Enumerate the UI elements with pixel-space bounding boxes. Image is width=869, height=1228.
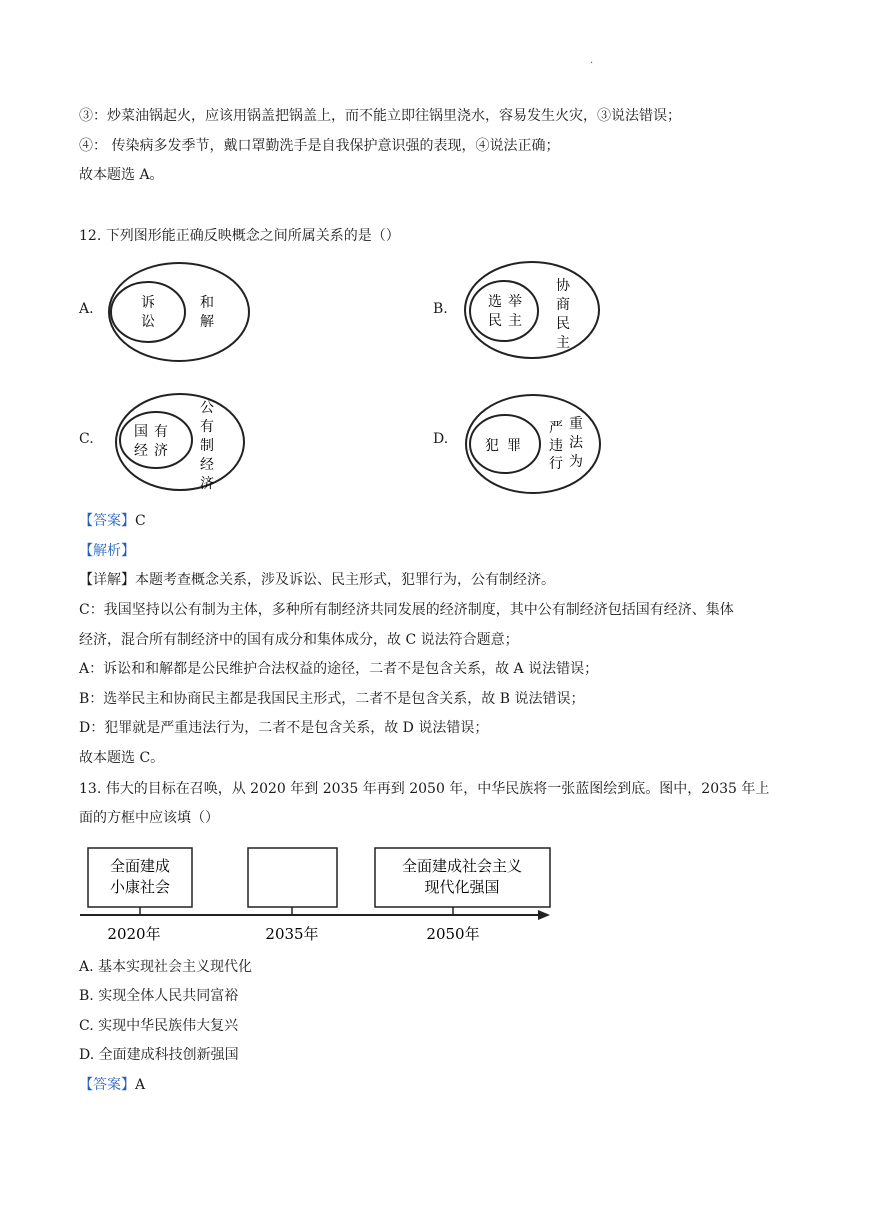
- q12-explain-c-2: 经济，混合所有制经济中的国有成分和集体成分，故 C 说法符合题意；: [79, 632, 519, 648]
- q13-answer: [79, 1075, 145, 1095]
- q13-stem-line-2: 面的方框中应该填（）: [79, 810, 219, 826]
- outer-char: 法: [569, 435, 583, 451]
- inner-ellipse: [470, 281, 538, 341]
- outer-char: 严: [549, 420, 563, 436]
- q12-detail: [79, 570, 555, 590]
- answer-tag: 【答案】: [79, 1077, 135, 1093]
- prev-line-4: ④： 传染病多发季节，戴口罩勤洗手是自我保护意识强的表现，④说法正确；: [79, 138, 560, 154]
- q13-option-c: C. 实现中华民族伟大复兴: [79, 1018, 239, 1034]
- outer-char: 经: [200, 457, 214, 473]
- timeline-box-2035-blank: [248, 848, 337, 907]
- outer-ellipse: [109, 263, 249, 361]
- q13-option-d: D. 全面建成科技创新强国: [79, 1047, 239, 1063]
- inner-char: 主: [508, 313, 522, 329]
- outer-char: 违: [549, 438, 563, 454]
- q12-diagram-a: [105, 258, 255, 366]
- inner-ellipse: [120, 412, 192, 468]
- q12-conclusion: 故本题选 C。: [79, 750, 165, 766]
- q12-diagram-b: [462, 256, 607, 364]
- inner-ellipse: [111, 282, 185, 342]
- outer-char: 公: [200, 400, 214, 416]
- outer-char: 重: [569, 416, 583, 432]
- outer-char: 商: [556, 297, 570, 313]
- q12-explain-a: A：诉讼和和解都是公民维护合法权益的途径，二者不是包含关系，故 A 说法错误；: [79, 661, 599, 677]
- outer-char: 济: [200, 476, 214, 492]
- detail-text: 本题考查概念关系，涉及诉讼、民主形式，犯罪行为，公有制经济。: [135, 572, 555, 588]
- inner-char: 有: [154, 424, 168, 440]
- inner-char: 经: [134, 443, 148, 459]
- q13-option-a: A. 基本实现社会主义现代化: [79, 959, 253, 975]
- outer-char: 制: [200, 438, 214, 454]
- answer-tag: 【答案】: [79, 513, 135, 529]
- inner-char: 举: [508, 294, 522, 310]
- inner-ellipse: [470, 415, 540, 473]
- year-2050: 2050年: [426, 925, 480, 943]
- q12-explain-c-1: C：我国坚持以公有制为主体，多种所有制经济共同发展的经济制度，其中公有制经济包括国有经济、集体: [79, 602, 734, 618]
- outer-char: 为: [569, 454, 583, 470]
- q12-option-b-letter: B.: [433, 301, 448, 317]
- answer-value: A: [135, 1077, 146, 1093]
- box1-line1: 全面建成: [109, 857, 171, 875]
- box3-line1: 全面建成社会主义: [401, 857, 523, 875]
- q12-explain-d: D：犯罪就是严重违法行为，二者不是包含关系，故 D 说法错误；: [79, 720, 489, 736]
- box3-line2: 现代化强国: [424, 878, 500, 896]
- q12-stem: 12. 下列图形能正确反映概念之间所属关系的是（）: [79, 228, 400, 244]
- arrow-head-icon: [538, 910, 550, 920]
- outer-char: 民: [556, 316, 570, 332]
- answer-value: C: [135, 513, 146, 529]
- outer-ellipse: [465, 262, 599, 358]
- box1-line2: 小康社会: [109, 878, 171, 896]
- prev-conclusion: 故本题选 A。: [79, 167, 164, 183]
- q12-option-a-letter: A.: [79, 301, 94, 317]
- detail-tag: 【详解】: [79, 572, 135, 588]
- outer-char: 主: [556, 335, 570, 351]
- outer-char: 和: [200, 295, 214, 311]
- inner-char: 罪: [507, 438, 521, 454]
- header-mark: ·: [590, 58, 594, 69]
- year-2020: 2020年: [107, 925, 161, 943]
- year-2035: 2035年: [265, 925, 319, 943]
- inner-char: 济: [154, 443, 168, 459]
- inner-char: 讼: [141, 314, 155, 330]
- outer-char: 解: [200, 314, 214, 330]
- q12-diagram-c: [110, 388, 250, 498]
- inner-char: 犯: [485, 438, 499, 454]
- outer-ellipse: [116, 394, 244, 490]
- outer-char: 有: [200, 419, 214, 435]
- inner-char: 选: [488, 294, 502, 310]
- q12-explain-b: B：选举民主和协商民主都是我国民主形式，二者不是包含关系，故 B 说法错误；: [79, 691, 585, 707]
- inner-char: 国: [134, 424, 148, 440]
- q12-analysis-tag: 【解析】: [79, 543, 135, 559]
- q12-answer: [79, 511, 146, 531]
- q12-option-d-letter: D.: [433, 431, 449, 447]
- outer-char: 协: [556, 278, 570, 294]
- inner-char: 诉: [141, 295, 155, 311]
- prev-line-3: ③：炒菜油锅起火，应该用锅盖把锅盖上，而不能立即往锅里浇水，容易发生火灾，③说法错误；: [79, 108, 681, 124]
- q13-option-b: B. 实现全体人民共同富裕: [79, 988, 239, 1004]
- inner-char: 民: [488, 313, 502, 329]
- q12-diagram-d: [463, 390, 608, 498]
- q13-timeline: [78, 842, 558, 947]
- outer-char: 行: [549, 456, 563, 472]
- q13-stem-line-1: 13. 伟大的目标在召唤，从 2020 年到 2035 年再到 2050 年，中华民族将一张蓝图绘到底。图中，2035 年上: [79, 781, 770, 797]
- q12-option-c-letter: C.: [79, 431, 94, 447]
